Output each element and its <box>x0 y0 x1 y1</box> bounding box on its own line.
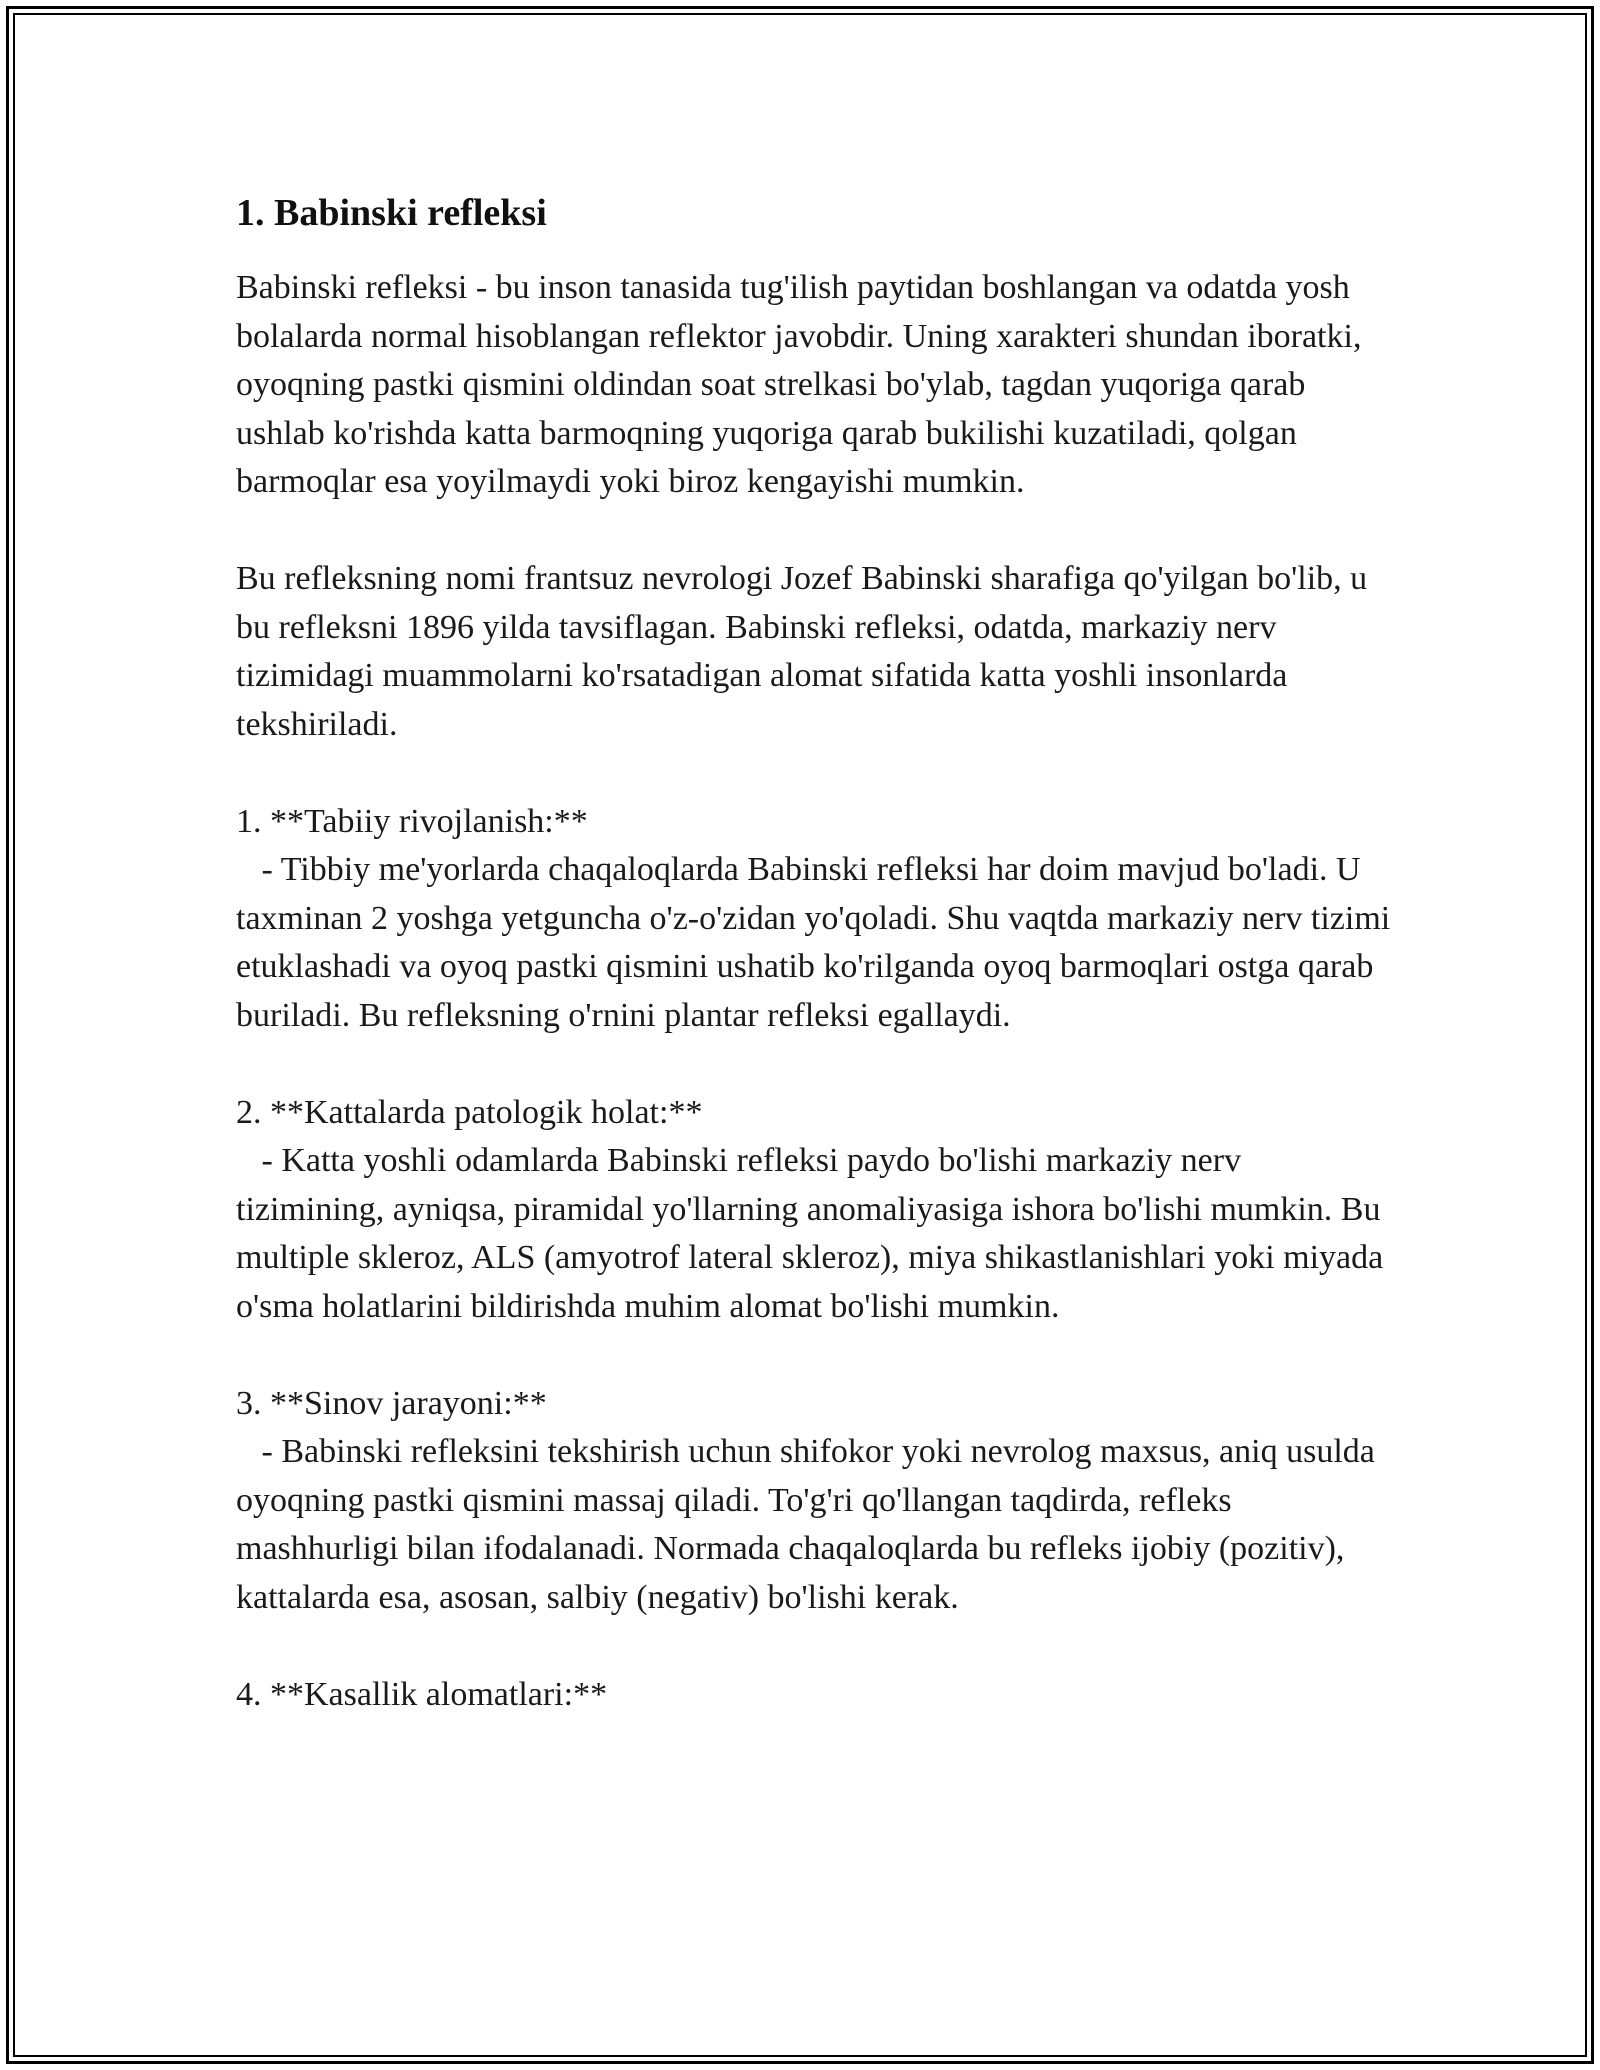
section-body-1: - Tibbiy me'yorlarda chaqaloqlarda Babinski refleksi har doim mavjud bo'ladi. U taxminan 2 yoshga yetguncha o'z-o'zidan yo'qoladi. Shu vaqtda markaziy nerv tizimi etuklashadi va oyoq pastki qismini ushatib ko'rilganda oyoq barmoqlari ostga qarab buriladi. Bu refleksning o'rnini plantar refleksi egallaydi. <box>236 851 1399 1034</box>
section-body-3: - Babinski refleksini tekshirish uchun shifokor yoki nevrolog maxsus, aniq usulda oyoqning pastki qismini massaj qiladi. To'g'ri qo'llangan taqdirda, refleks mashhurligi bilan ifodalanadi. Normada chaqaloqlarda bu refleks ijobiy (pozitiv), kattalarda esa, asosan, salbiy (negativ) bo'lishi kerak. <box>236 1433 1384 1616</box>
paragraph-gap <box>236 749 1396 798</box>
section-heading-4: 4. **Kasallik alomatlari:** <box>236 1675 608 1713</box>
section-heading-2: 2. **Kattalarda patologik holat:** <box>236 1093 703 1131</box>
document-title: 1. Babinski refleksi <box>236 192 547 234</box>
intro-paragraph-1: Babinski refleksi - bu inson tanasida tug'ilish paytidan boshlangan va odatda yosh bolalarda normal hisoblangan reflektor javobdir. Uning xarakteri shundan iboratki, oyoqning pastki qismini oldindan soat strelkasi bo'ylab, tagdan yuqoriga qarab ushlab ko'rishda katta barmoqning yuqoriga qarab bukilishi kuzatiladi, qolgan barmoqlar esa yoyilmaydi yoki biroz kengayishi mumkin. <box>236 269 1370 500</box>
document-content <box>236 187 1399 1719</box>
paragraph-gap <box>236 507 1396 556</box>
section-heading-3: 3. **Sinov jarayoni:** <box>236 1384 547 1422</box>
intro-paragraph-2: Bu refleksning nomi frantsuz nevrologi Jozef Babinski sharafiga qo'yilgan bo'lib, u bu refleksni 1896 yilda tavsiflagan. Babinski refleksi, odatda, markaziy nerv tizimidagi muammolarni ko'rsatadigan alomat sifatida katta yoshli insonlarda tekshiriladi. <box>236 560 1376 743</box>
section-body-2: - Katta yoshli odamlarda Babinski refleksi paydo bo'lishi markaziy nerv tizimining, ayniqsa, piramidal yo'llarning anomaliyasiga ishora bo'lishi mumkin. Bu multiple skleroz, ALS (amyotrof lateral skleroz), miya shikastlanishlari yoki miyada o'sma holatlarini bildirishda muhim alomat bo'lishi mumkin. <box>236 1142 1392 1325</box>
section-heading-1: 1. **Tabiiy rivojlanish:** <box>236 802 588 840</box>
paragraph-gap <box>236 1622 1396 1671</box>
paragraph-gap <box>236 1331 1396 1380</box>
paragraph-gap <box>236 1040 1396 1089</box>
